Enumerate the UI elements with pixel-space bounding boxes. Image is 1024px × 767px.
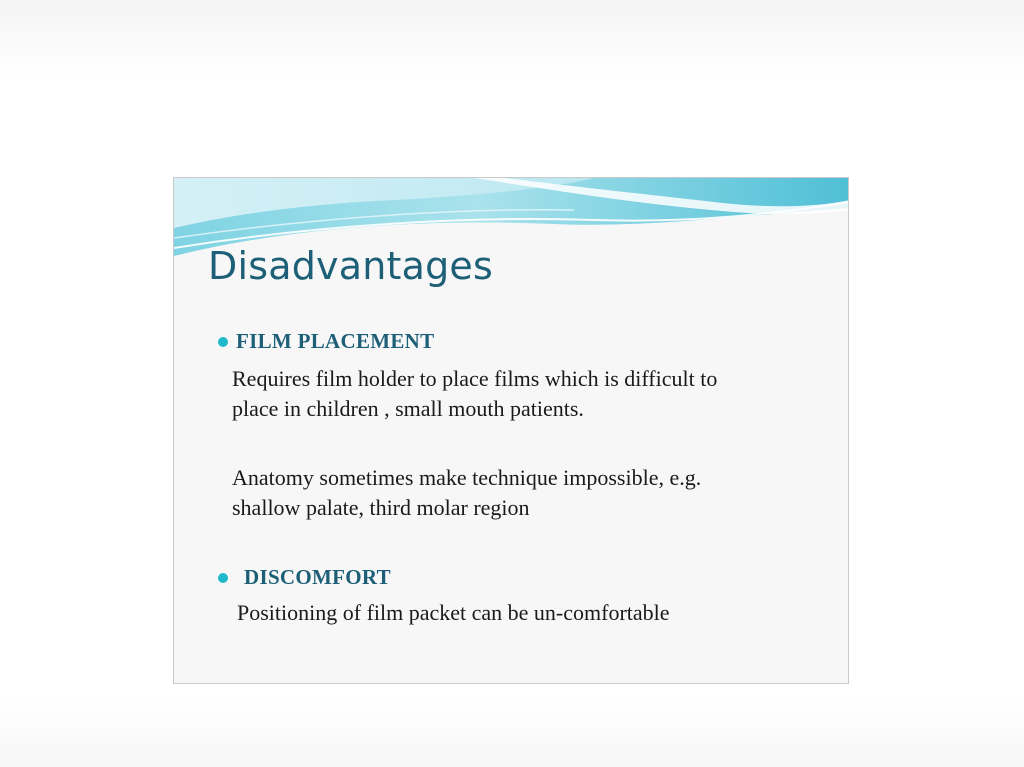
paragraph-positioning: Positioning of film packet can be un-comfortable bbox=[237, 600, 670, 625]
section-heading-film-placement: FILM PLACEMENT bbox=[236, 329, 435, 353]
bullet-film-placement bbox=[218, 329, 434, 354]
bullet-dot-icon bbox=[218, 337, 228, 347]
bullet-discomfort bbox=[218, 565, 391, 590]
slide bbox=[173, 177, 849, 684]
bullet-dot-icon bbox=[218, 573, 228, 583]
paragraph-film-holder: Requires film holder to place films which is difficult to place in children , small mouth patients. bbox=[232, 366, 718, 421]
slide-title: Disadvantages bbox=[208, 244, 493, 288]
paragraph-anatomy: Anatomy sometimes make technique impossible, e.g. shallow palate, third molar region bbox=[232, 465, 702, 520]
section-heading-discomfort: DISCOMFORT bbox=[244, 565, 391, 589]
